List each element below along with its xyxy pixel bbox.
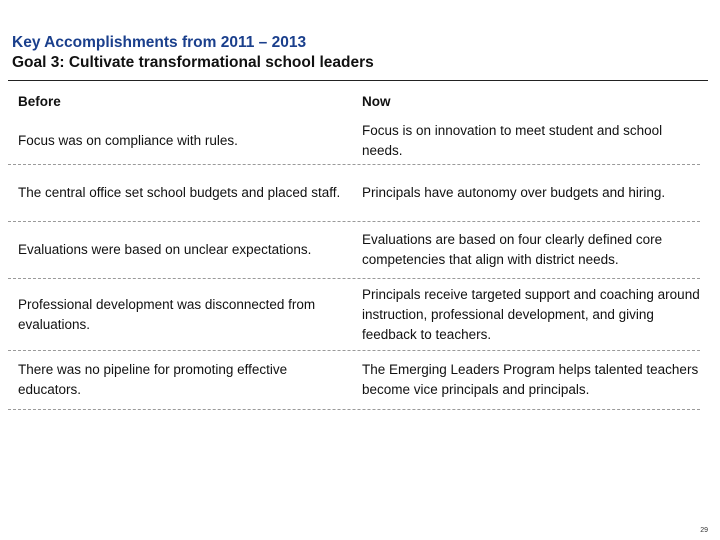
before-cell: The central office set school budgets and placed staff. [18,185,341,200]
table-row [8,351,700,410]
title-divider [8,80,708,81]
before-cell: Focus was on compliance with rules. [18,133,238,148]
page-number: 29 [700,527,708,534]
now-cell: Principals receive targeted support and coaching around instruction, professional development, and giving feedback to teachers. [362,286,700,342]
before-cell: There was no pipeline for promoting effective educators. [18,362,288,397]
table-row [8,222,700,279]
table-row [8,118,700,165]
before-cell: Evaluations were based on unclear expectations. [18,242,312,257]
before-cell: Professional development was disconnected from evaluations. [18,296,316,332]
page-title: Key Accomplishments from 2011 – 2013 [12,34,307,51]
page-subtitle: Goal 3: Cultivate transformational school leaders [12,54,374,71]
now-cell: Focus is on innovation to meet student and school needs. [362,123,663,158]
column-header-before: Before [18,94,61,109]
now-cell: Evaluations are based on four clearly defined core competencies that align with district needs. [362,232,663,267]
column-header-now: Now [362,94,391,109]
table-row [8,279,700,351]
now-cell: The Emerging Leaders Program helps talented teachers become vice principals and principals. [362,362,699,397]
now-cell: Principals have autonomy over budgets and hiring. [362,185,666,200]
table-row [8,165,700,222]
